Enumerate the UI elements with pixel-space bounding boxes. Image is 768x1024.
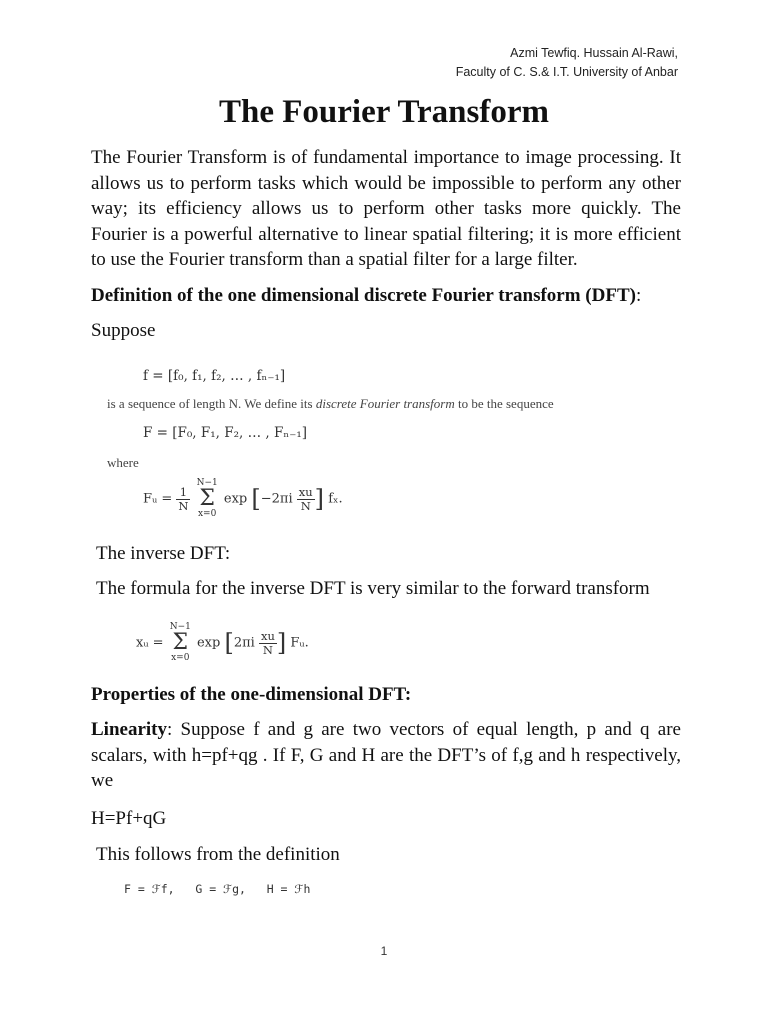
follows-text: This follows from the definition bbox=[96, 844, 340, 865]
sequence-description-1: is a sequence of length N. We define its bbox=[107, 396, 316, 411]
linearity-text: : Suppose f and g are two vectors of equal length, p and q are scalars, with h=pf+qg . If F, G and H are the DFT’s of f,g and h respectively, we bbox=[91, 719, 681, 791]
definition-math: F = ℱf, G = ℱg, H = ℱh bbox=[124, 882, 311, 896]
sequence-F: F = [F₀, F₁, F₂, … , Fₙ₋₁] bbox=[143, 425, 307, 441]
intro-paragraph: The Fourier Transform is of fundamental importance to image processing. It allows us to perform tasks which would be impossible to perform any other way; its efficiency allows us to perform other tasks more quickly. The Fourier is a powerful alternative to linear spatial filtering; it is more efficient to use the Fourier transform than a spatial filter for a large filter. bbox=[91, 147, 681, 270]
idft-exp: exp bbox=[196, 635, 221, 651]
idft-lhs: xᵤ = bbox=[136, 635, 164, 651]
definition-heading bbox=[91, 285, 641, 307]
idft-inner-fraction bbox=[259, 630, 277, 657]
dft-scale-den: N bbox=[178, 498, 189, 513]
document-title: The Fourier Transform bbox=[219, 94, 549, 130]
page-header bbox=[456, 44, 678, 82]
linearity-equation: H=Pf+qG bbox=[91, 808, 167, 829]
dft-sum-bottom: x=0 bbox=[197, 509, 217, 519]
right-bracket: ] bbox=[276, 629, 287, 657]
properties-heading: Properties of the one-dimensional DFT: bbox=[91, 684, 412, 705]
left-bracket: [ bbox=[251, 485, 261, 513]
idft-sum-top: N−1 bbox=[169, 622, 191, 632]
idft-sum-bottom: x=0 bbox=[171, 653, 190, 663]
affiliation-line: Faculty of C. S.& I.T. University of Anbar bbox=[455, 65, 678, 79]
idft-inner: 2πi bbox=[233, 635, 255, 651]
sequence-f: f = [f₀, f₁, f₂, … , fₙ₋₁] bbox=[143, 368, 286, 384]
inverse-label: The inverse DFT: bbox=[96, 543, 231, 564]
linearity-paragraph bbox=[91, 717, 681, 794]
dft-tail: fₓ. bbox=[328, 491, 343, 507]
idft-tail: Fᵤ. bbox=[290, 635, 309, 651]
linearity-label: Linearity bbox=[91, 719, 167, 740]
dft-scale-num: 1 bbox=[176, 486, 190, 500]
dft-inner-num: xu bbox=[298, 484, 313, 499]
definition-heading-text: Definition of the one dimensional discrete Fourier transform (DFT) bbox=[91, 285, 636, 306]
dft-inner-fraction bbox=[297, 486, 315, 513]
sigma-symbol: Σ bbox=[172, 630, 189, 655]
dft-lhs: Fᵤ = bbox=[143, 491, 173, 507]
idft-sum bbox=[170, 622, 191, 664]
inverse-formula bbox=[136, 622, 309, 664]
right-bracket: ] bbox=[314, 485, 325, 513]
dft-exp: exp bbox=[223, 491, 248, 507]
sequence-description-em: discrete Fourier transform bbox=[315, 396, 455, 411]
sequence-description-2: to be the sequence bbox=[454, 396, 554, 411]
idft-inner-den: N bbox=[262, 642, 273, 657]
suppose-label: Suppose bbox=[91, 320, 156, 341]
dft-inner: −2πi bbox=[260, 491, 293, 507]
dft-sum bbox=[197, 478, 218, 520]
left-bracket: [ bbox=[224, 629, 234, 657]
idft-inner-num: xu bbox=[260, 628, 275, 643]
dft-scale-fraction bbox=[176, 486, 190, 513]
sigma-symbol: Σ bbox=[199, 486, 215, 511]
where-label: where bbox=[107, 455, 139, 470]
definition-heading-suffix: : bbox=[635, 285, 642, 306]
dft-formula bbox=[143, 478, 343, 520]
page-number: 1 bbox=[380, 944, 388, 958]
inverse-description: The formula for the inverse DFT is very similar to the forward transform bbox=[96, 578, 650, 599]
dft-sum-top: N−1 bbox=[196, 478, 218, 488]
author-line: Azmi Tewfiq. Hussain Al-Rawi, bbox=[510, 46, 678, 60]
dft-inner-den: N bbox=[300, 498, 311, 513]
sequence-description bbox=[107, 396, 554, 412]
